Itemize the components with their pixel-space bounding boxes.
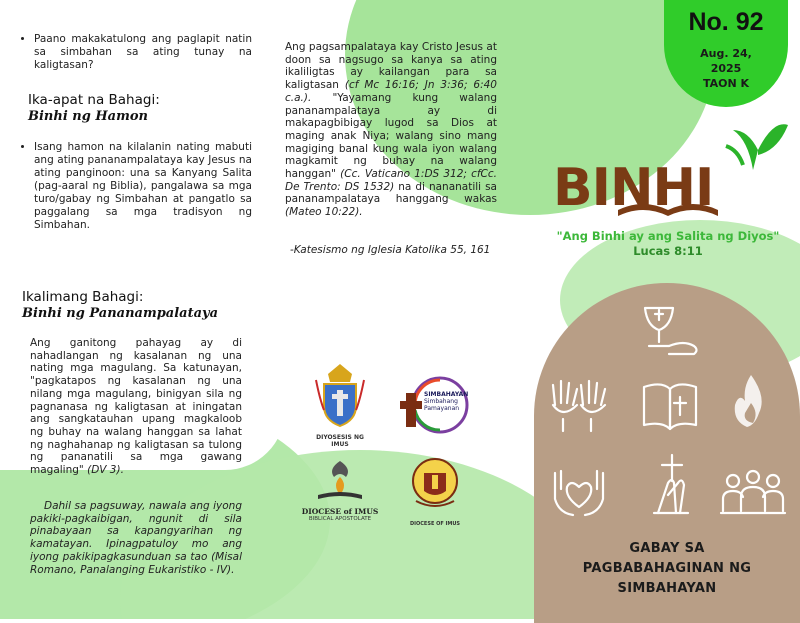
issue-badge	[664, 0, 788, 107]
simbahayan-subtitle: Simbahang Pamayanan	[424, 398, 460, 412]
section5-label: Ikalimang Bahagi:	[22, 289, 144, 305]
para1-citation: (DV 3).	[87, 464, 124, 477]
bible-icon	[644, 384, 696, 429]
chalice-host-icon	[645, 308, 697, 354]
dove-flame-icon	[300, 455, 380, 503]
para2-text: Dahil sa pagsuway, nawala ang iyong pakiki-pagkaibigan, ngunit di sila pinabayaan sa kapangyarihan ng kamatayan. Ipinagpatuloy mo ang iyong pakikipagkasunduan sa tao (Misal Romano, Panalanging Eukaristiko - IV).	[30, 500, 242, 576]
simbahayan-title: SIMBAHAYAN	[424, 391, 469, 398]
issue-cycle: TAON K	[702, 77, 750, 90]
biblical-title: DIOCESE of IMUS	[301, 507, 379, 516]
panel-icons	[534, 295, 800, 525]
quote-a-citation: (cf Mc 16:16; Jn 3:36; 6:40 c.a.).	[285, 79, 497, 104]
ministry-label: DIOCESE OF IMUS	[410, 521, 461, 527]
biblical-apostolate-logo	[300, 455, 380, 525]
issue-year: 2025	[710, 62, 742, 75]
quote-c: na di nananatili sa pananampalataya hanggang wakas	[285, 180, 497, 206]
diocese-imus-seal	[310, 360, 370, 448]
guide-title-line3: SIMBAHAYAN	[617, 581, 717, 596]
praying-hands-cross-icon	[654, 455, 688, 513]
imus-diocese-label: DIYOSESIS NG IMUS	[316, 434, 364, 448]
section5-paragraph1	[30, 337, 242, 477]
raised-hands-icon	[553, 381, 605, 431]
biblical-subtitle: BIBLICAL APOSTOLATE	[308, 516, 372, 522]
guide-title-line1: GABAY SA	[629, 541, 705, 556]
ministry-seal	[410, 455, 461, 527]
issue-number: No. 92	[688, 8, 764, 36]
section4-label: Ika-apat na Bahagi:	[28, 92, 160, 108]
question-list	[20, 33, 252, 72]
ministry-shield-icon	[410, 455, 460, 517]
quote-b: "Yayamang kung walang pananampalataya ay di makapagbibigay lugod sa Dios at maging anak Niya; walang sino mang magiging banal kung wala iyon walang magkamit ng buhay na walang hanggan"	[285, 91, 497, 181]
simbahayan-logo	[400, 375, 480, 435]
tagline-reference: Lucas 8:11	[633, 244, 703, 258]
diocese-crest-icon	[310, 360, 370, 430]
section5-paragraph2	[30, 500, 242, 576]
community-people-icon	[721, 471, 785, 513]
sprout-icon	[733, 130, 758, 170]
section4-title: Binhi ng Hamon	[28, 109, 148, 124]
quote-a: Ang pagsampalataya kay Cristo Jesus at doon sa nagsugo sa kanya sa ating ikaliligtas ay kailangan para sa kaligtasan	[285, 41, 497, 92]
section5-title: Binhi ng Pananampalataya	[22, 306, 218, 321]
challenge-item: • Isang hamon na kilalanin nating mabuti ang ating pananampalataya kay Jesus na ating panginoon: una sa Kanyang Salita (pag-aaral ng Biblia), pangalawa sa mga turo/gabay ng Simbahan at pangatlo sa paggalang sa mga tradisyon ng Simbahan.	[34, 141, 252, 232]
question-item: • Paano makakatulong ang paglapit natin sa simbahan sa ating tunay na kaligtasan?	[34, 33, 252, 72]
guide-title-line2: PAGBABAHAGINAN NG	[582, 561, 752, 576]
guide-title	[534, 539, 800, 599]
holy-spirit-flame-icon	[735, 375, 762, 427]
issue-date: Aug. 24,	[700, 47, 752, 60]
heart-hands-icon	[555, 471, 603, 515]
quote-c-citation: (Mateo 10:22).	[285, 206, 363, 219]
column-left	[20, 33, 252, 240]
challenge-list	[20, 141, 252, 232]
column-middle	[285, 41, 497, 219]
binhi-logo-text: BINHI	[553, 158, 714, 218]
tagline-block	[548, 229, 788, 259]
quote-b-citation: (Cc. Vaticano 1:DS 312; cfCc. De Trento: DS 1532)	[285, 168, 497, 193]
tagline: "Ang Binhi ay ang Salita ng Diyos"	[556, 229, 780, 243]
para1-text: Ang ganitong pahayag ay di nahadlangan ng kasalanan ng una nating mga magulang. Sa katunayan, "pagkatapos ng kasalanan ng una nilang mga magulang, binigyan sila ng pagnanasa ng kaligtasan at iningatan ang sangkatauhan upang magkaloob ng buhay na walang hanggan sa lahat ng naghahanap ng kaligtasan sa tulong ng pananatili sa mga gawang magaling"	[30, 337, 242, 477]
section5-header	[22, 289, 262, 322]
catechism-source: -Katesismo ng Iglesia Katolika 55, 161	[290, 244, 491, 256]
